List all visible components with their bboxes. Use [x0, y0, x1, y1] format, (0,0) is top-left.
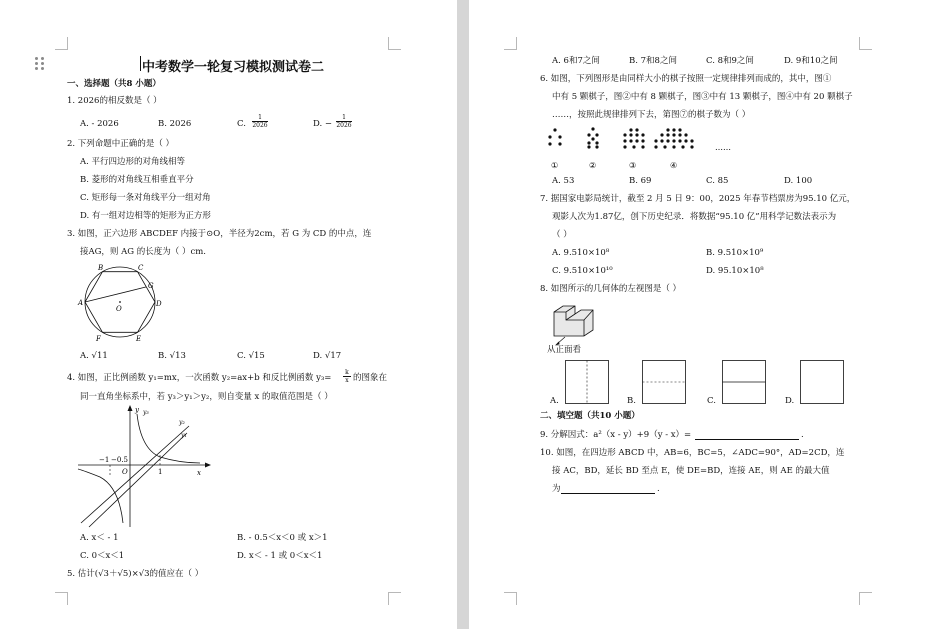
q5-option-c: C. 8和9之间 — [706, 56, 754, 66]
margin-corner-mark — [504, 37, 517, 50]
q3-label-c: C — [138, 264, 144, 272]
q2-stem: 2. 下列命题中正确的是（ ） — [67, 139, 175, 149]
q3-option-c: C. √15 — [237, 351, 265, 361]
q4-graph-origin-label: O — [122, 468, 128, 476]
q3-label-a: A — [78, 299, 84, 307]
q7-option-b: B. 9.510×10⁹ — [706, 248, 764, 258]
q9-stem: 9. 分解因式：a²（x - y）+9（y - x）= — [540, 430, 692, 440]
document-title[interactable]: 中考数学一轮复习模拟测试卷二 — [142, 60, 325, 75]
q3-label-e: E — [136, 335, 142, 343]
q5-option-b: B. 7和8之间 — [629, 56, 677, 66]
q2-option-a: A. 平行四边形的对角线相等 — [80, 157, 186, 167]
q1-option-d: D. − — [313, 119, 333, 129]
q7-line1: 7. 据国家电影局统计，截至 2 月 5 日 9：00，2025 年春节档票房为95.10 亿元， — [540, 194, 856, 204]
q4-line1: 4. 如图，正比例函数 y₁=mx，一次函数 y₂=ax+b 和反比例函数 y₃= — [67, 373, 332, 383]
q10-end: . — [657, 484, 660, 494]
margin-corner-mark — [859, 592, 872, 605]
q7-option-d: D. 95.10×10⁸ — [706, 266, 764, 276]
q6-option-b: B. 69 — [629, 176, 652, 186]
page-right — [469, 0, 949, 629]
function-graph-figure — [75, 405, 215, 530]
q4-graph-tick-neg1: −1 — [99, 456, 110, 464]
q9-end: . — [801, 430, 804, 440]
q4-graph-tick-neg05: −0.5 — [111, 456, 128, 464]
page-gap — [457, 0, 469, 629]
q10-answer-blank[interactable] — [561, 483, 655, 494]
q8-option-d-view — [800, 360, 844, 404]
q6-line1: 6. 如图，下列图形是由同样大小的棋子按照一定规律排列而成的，其中，图① — [540, 74, 832, 84]
q6-option-a: A. 53 — [552, 176, 575, 186]
q7-option-a: A. 9.510×10⁸ — [552, 248, 610, 258]
q8-option-b-label: B. — [627, 396, 636, 406]
chess-pattern-figure — [547, 126, 747, 172]
q2-option-d: D. 有一组对边相等的矩形为正方形 — [80, 211, 211, 221]
q4-option-b: B. - 0.5＜x＜0 或 x＞1 — [237, 533, 328, 543]
page-left — [0, 0, 457, 629]
q1-option-c: C. — [237, 119, 246, 129]
solid-3d-figure — [551, 300, 601, 346]
q4-option-c: C. 0＜x＜1 — [80, 551, 125, 561]
margin-corner-mark — [55, 37, 68, 50]
q7-line2: 观影人次为1.87亿，创下历史纪录．将数据“95.10 亿”用科学记数法表示为 — [552, 212, 837, 222]
q7-line3: （ ） — [552, 230, 572, 240]
q3-label-f: F — [96, 335, 101, 343]
section-heading-choice: 一、选择题（共8 小题） — [67, 79, 161, 89]
q3-option-d: D. √17 — [313, 351, 342, 361]
q8-caption: 从正面看 — [547, 345, 582, 355]
q8-option-a-label: A. — [550, 396, 559, 406]
q8-option-c-view — [722, 360, 766, 404]
q4-graph-x-axis-label: x — [197, 469, 201, 477]
text-cursor — [140, 56, 141, 71]
q6-option-c: C. 85 — [706, 176, 729, 186]
q10-line1: 10. 如图，在四边形 ABCD 中，AB=6，BC=5，∠ADC=90°，AD=2CD，连 — [540, 448, 845, 458]
q8-option-c-label: C. — [707, 396, 716, 406]
q3-label-b: B — [98, 264, 104, 272]
q4-line1-tail: 的图象在 — [353, 373, 388, 383]
q6-fig-label-1: ① — [551, 161, 559, 170]
drag-handle-icon[interactable] — [35, 57, 47, 71]
q9-answer-blank[interactable] — [695, 429, 799, 440]
q1-option-b: B. 2026 — [158, 119, 192, 129]
q4-graph-y-axis-label: y — [135, 406, 139, 414]
q8-stem: 8. 如图所示的几何体的左视图是（ ） — [540, 284, 682, 294]
q1-stem: 1. 2026的相反数是（ ） — [67, 96, 162, 106]
q10-line2: 接 AC，BD，延长 BD 至点 E，使 DE=BD，连接 AE，则 AE 的最大值 — [552, 466, 830, 476]
hexagon-circle-figure — [70, 262, 170, 344]
q4-graph-y1-label: y₁ — [181, 432, 187, 439]
q4-graph-y3-label: y₃ — [143, 409, 149, 416]
q6-line3: ……，按照此规律排列下去，第图⑦的棋子数为（ ） — [552, 110, 751, 120]
margin-corner-mark — [859, 37, 872, 50]
q3-option-a: A. √11 — [80, 351, 108, 361]
q3-label-o: O — [116, 305, 122, 313]
q4-graph-y2-label: y₂ — [179, 419, 185, 426]
margin-corner-mark — [55, 592, 68, 605]
q5-option-d: D. 9和10之间 — [784, 56, 838, 66]
q4-option-d: D. x＜ - 1 或 0＜x＜1 — [237, 551, 323, 561]
q2-option-b: B. 菱形的对角线互相垂直平分 — [80, 175, 194, 185]
q1-option-d-fraction: $\frac{1}{2026}$ — [336, 114, 352, 129]
q6-ellipsis: …… — [715, 143, 731, 152]
q4-option-a: A. x＜ - 1 — [80, 533, 119, 543]
q6-line2: 中有 5 颗棋子，图②中有 8 颗棋子，图③中有 13 颗棋子，图④中有 20 颗棋子 — [552, 92, 853, 102]
margin-corner-mark — [388, 37, 401, 50]
q4-graph-tick-1: 1 — [158, 468, 163, 476]
margin-corner-mark — [504, 592, 517, 605]
q8-option-b-view — [642, 360, 686, 404]
q8-option-d-label: D. — [785, 396, 795, 406]
q8-option-a-view — [565, 360, 609, 404]
q6-option-d: D. 100 — [784, 176, 813, 186]
q3-line1: 3. 如图，正六边形 ABCDEF 内接于⊙O，半径为2cm，若 G 为 CD 的中点，连 — [67, 229, 372, 239]
section-heading-fill: 二、填空题（共10 小题） — [540, 411, 640, 421]
q3-option-b: B. √13 — [158, 351, 186, 361]
q3-label-d: D — [156, 300, 162, 308]
q3-line2: 接AG，则 AG 的长度为（ ）cm. — [80, 247, 206, 257]
q3-label-g: G — [148, 282, 154, 290]
q6-fig-label-3: ③ — [629, 161, 637, 170]
q4-line2: 同一直角坐标系中，若 y₃＞y₁＞y₂，则自变量 x 的取值范围是（ ） — [80, 392, 333, 402]
q5-stem: 5. 估计(√3＋√5)×√3的值应在（ ） — [67, 569, 204, 579]
q7-option-c: C. 9.510×10¹⁰ — [552, 266, 613, 276]
margin-corner-mark — [388, 592, 401, 605]
q6-fig-label-2: ② — [589, 161, 597, 170]
q1-option-a: A. - 2026 — [80, 119, 119, 129]
q10-line3: 为 — [552, 484, 561, 494]
q2-option-c: C. 矩形每一条对角线平分一组对角 — [80, 193, 211, 203]
q1-option-c-fraction: $\frac{1}{2026}$ — [252, 114, 268, 129]
q6-fig-label-4: ④ — [670, 161, 678, 170]
q4-fraction: $\frac{k}{x}$ — [343, 369, 351, 384]
q5-option-a: A. 6和7之间 — [552, 56, 600, 66]
